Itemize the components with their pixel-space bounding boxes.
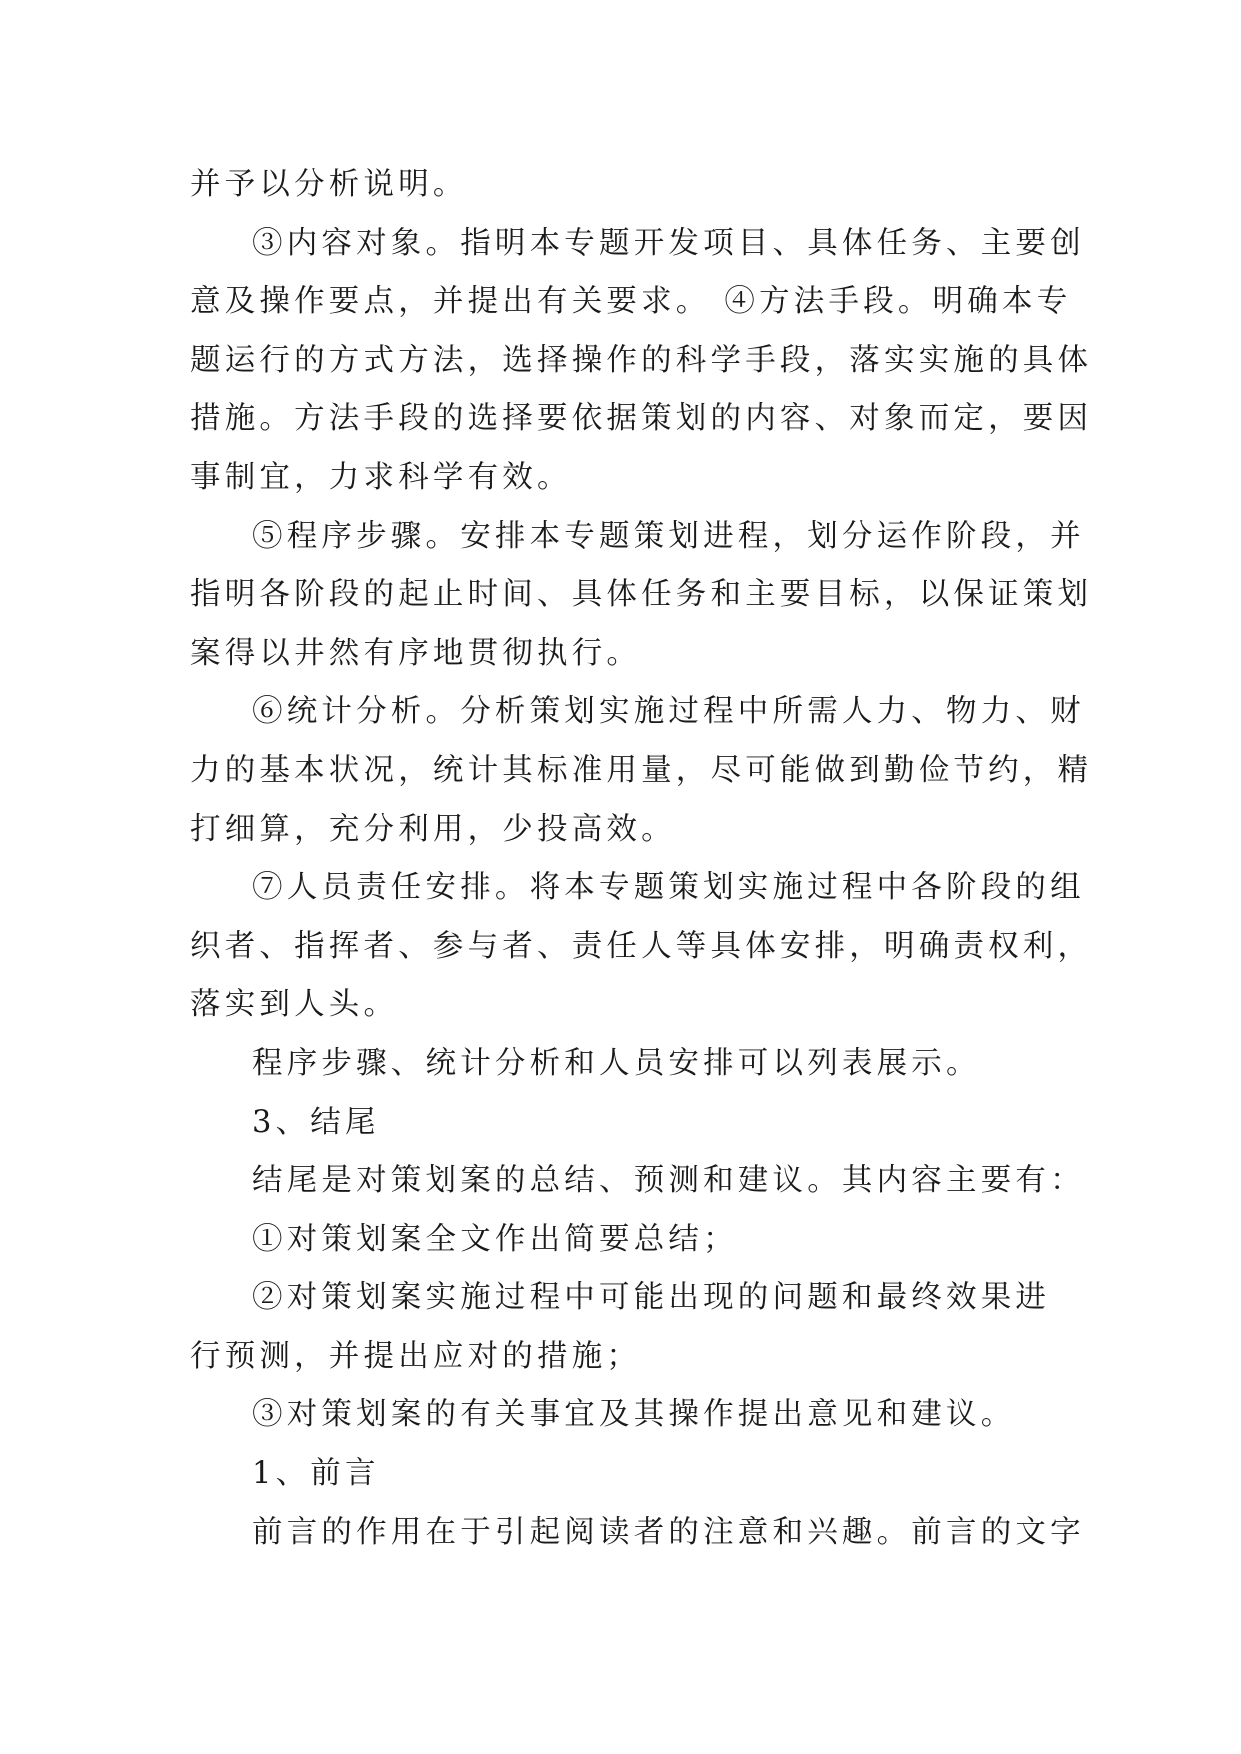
text-line: 题运行的方式方法，选择操作的科学手段，落实实施的具体 [190,342,1093,378]
text-line: 案得以井然有序地贯彻执行。 [190,635,642,671]
text-line: ②对策划案实施过程中可能出现的问题和最终效果进 [252,1280,1051,1316]
text-line: ⑦人员责任安排。将本专题策划实施过程中各阶段的组 [252,870,1085,906]
text-line: 前言的作用在于引起阅读者的注意和兴趣。前言的文字 [252,1514,1085,1550]
section-heading: 1、前言 [252,1456,380,1492]
body-text [190,156,1093,1562]
text-line: ⑤程序步骤。安排本专题策划进程，划分运作阶段，并 [252,518,1085,554]
text-line: 程序步骤、统计分析和人员安排可以列表展示。 [252,1045,981,1081]
text-line: ③内容对象。指明本专题开发项目、具体任务、主要创 [252,225,1085,261]
text-line: 行预测，并提出应对的措施； [190,1338,642,1374]
text-line: 力的基本状况，统计其标准用量，尽可能做到勤俭节约，精 [190,752,1093,788]
text-line: 并予以分析说明。 [190,167,468,202]
text-line: ⑥统计分析。分析策划实施过程中所需人力、物力、财 [252,694,1085,730]
text-line: 结尾是对策划案的总结、预测和建议。其内容主要有： [252,1163,1085,1199]
text-line: 措施。方法手段的选择要依据策划的内容、对象而定，要因 [190,401,1093,437]
text-line: ③对策划案的有关事宜及其操作提出意见和建议。 [252,1397,1016,1433]
section-heading: 3、结尾 [252,1104,380,1140]
text-line: 事制宜，力求科学有效。 [190,459,572,495]
text-line: 落实到人头。 [190,987,399,1023]
text-line: ①对策划案全文作出简要总结； [252,1221,738,1257]
text-line: 指明各阶段的起止时间、具体任务和主要目标，以保证策划 [190,577,1093,613]
text-line: 意及操作要点，并提出有关要求。 ④方法手段。明确本专 [190,284,1072,320]
text-line: 织者、指挥者、参与者、责任人等具体安排，明确责权利， [190,928,1093,964]
text-line: 打细算，充分利用，少投高效。 [190,811,676,847]
